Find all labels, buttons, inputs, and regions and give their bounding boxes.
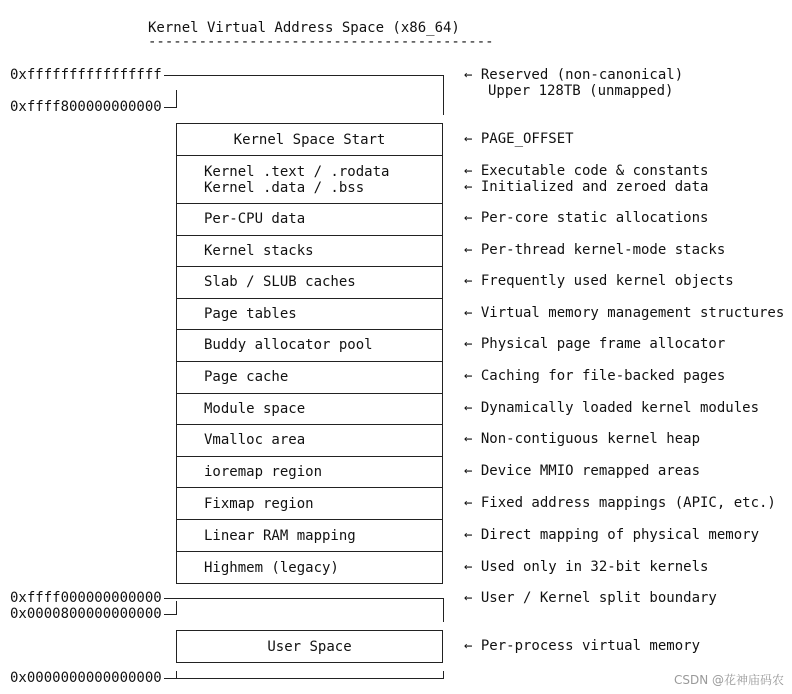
region-label: Module space — [204, 401, 306, 417]
region-per-cpu — [176, 203, 443, 236]
diagram-title: Kernel Virtual Address Space (x86_64) — [148, 20, 460, 36]
region-highmem — [176, 551, 443, 584]
region-buddy-allocator — [176, 329, 443, 362]
region-label: Kernel stacks — [204, 243, 314, 259]
region-note: ← Per-core static allocations — [464, 210, 709, 226]
region-label: Kernel .data / .bss — [204, 180, 365, 196]
reserved-note-sub: Upper 128TB (unmapped) — [488, 83, 674, 99]
region-label: Kernel Space Start — [233, 132, 386, 148]
region-label: Slab / SLUB caches — [204, 274, 356, 290]
split-bottom-tick — [164, 614, 177, 615]
region-note: ← Virtual memory management structures — [464, 305, 785, 321]
region-label: Buddy allocator pool — [204, 337, 373, 353]
reserved-right-line — [443, 75, 444, 115]
reserved-top-line — [164, 75, 444, 76]
region-vmalloc-area — [176, 424, 443, 457]
region-note: ← PAGE_OFFSET — [464, 131, 574, 147]
region-label: Per-CPU data — [204, 211, 306, 227]
region-note: ← Caching for file-backed pages — [464, 368, 726, 384]
region-ioremap — [176, 456, 443, 488]
region-note: ← Direct mapping of physical memory — [464, 527, 760, 543]
address-top: 0xffffffffffffffff — [10, 67, 162, 83]
reserved-note: ← Reserved (non-canonical) — [464, 67, 684, 83]
region-note: ← Physical page frame allocator — [464, 336, 726, 352]
reserved-bottom-tick — [164, 107, 177, 108]
split-top-line — [164, 598, 444, 599]
region-label: Kernel .text / .rodata — [204, 164, 390, 180]
region-module-space — [176, 393, 443, 425]
region-kernel-space-start — [176, 123, 443, 156]
region-note: ← Executable code & constants — [464, 163, 709, 179]
region-label: Vmalloc area — [204, 432, 306, 448]
region-kernel-stacks — [176, 235, 443, 267]
address-split: 0xffff000000000000 — [10, 590, 162, 606]
region-label: Page tables — [204, 306, 297, 322]
region-note: ← Frequently used kernel objects — [464, 273, 734, 289]
address-canonical-low: 0x0000800000000000 — [10, 606, 162, 622]
region-kernel-text-data — [176, 155, 443, 204]
bottom-left-tick — [176, 671, 177, 679]
region-slab-caches — [176, 266, 443, 299]
bottom-right-tick — [443, 671, 444, 679]
region-note: ← Dynamically loaded kernel modules — [464, 400, 760, 416]
split-note: ← User / Kernel split boundary — [464, 590, 717, 606]
region-page-cache — [176, 361, 443, 394]
region-label: Page cache — [204, 369, 289, 385]
split-left-tick — [176, 601, 177, 614]
region-linear-ram-mapping — [176, 519, 443, 552]
region-note: ← Device MMIO remapped areas — [464, 463, 701, 479]
address-bottom: 0x0000000000000000 — [10, 670, 162, 686]
region-label: User Space — [267, 639, 352, 655]
split-right-line — [443, 598, 444, 622]
watermark: CSDN @花神庙码农 — [673, 673, 784, 687]
region-label: Fixmap region — [204, 496, 314, 512]
region-note: ← Per-thread kernel-mode stacks — [464, 242, 726, 258]
bottom-line — [164, 678, 444, 679]
region-user-space — [176, 630, 443, 663]
region-fixmap — [176, 487, 443, 520]
region-note: ← Non-contiguous kernel heap — [464, 431, 701, 447]
address-canonical-high: 0xffff800000000000 — [10, 99, 162, 115]
region-label: Linear RAM mapping — [204, 528, 356, 544]
user-space-note: ← Per-process virtual memory — [464, 638, 701, 654]
region-label: ioremap region — [204, 464, 323, 480]
region-page-tables — [176, 298, 443, 330]
region-note: ← Initialized and zeroed data — [464, 179, 709, 195]
region-note: ← Used only in 32-bit kernels — [464, 559, 709, 575]
title-underline: ----------------------------------------- — [148, 34, 494, 50]
reserved-left-tick — [176, 90, 177, 107]
region-note: ← Fixed address mappings (APIC, etc.) — [464, 495, 776, 511]
region-label: Highmem (legacy) — [204, 560, 339, 576]
